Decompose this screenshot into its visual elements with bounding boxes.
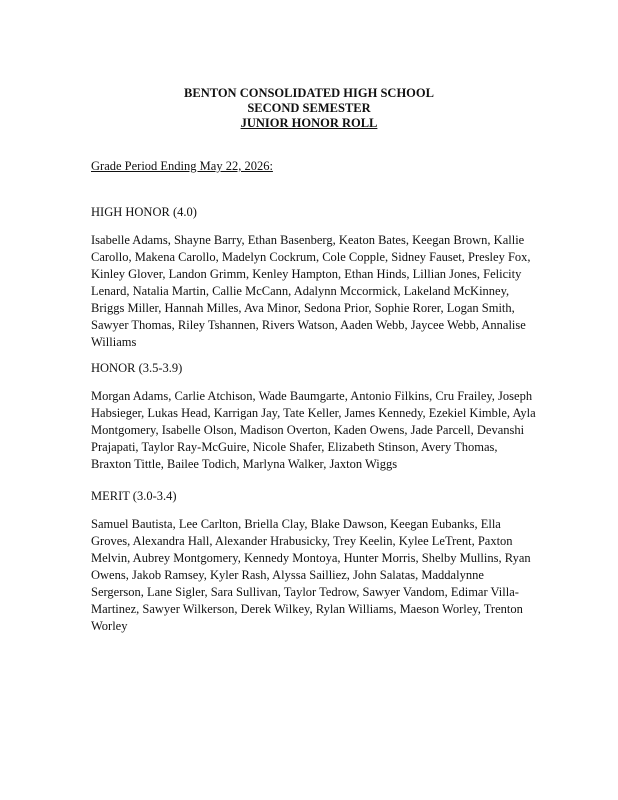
school-name: BENTON CONSOLIDATED HIGH SCHOOL xyxy=(184,86,434,100)
section-names-merit: Samuel Bautista, Lee Carlton, Briella Clay, Blake Dawson, Keegan Eubanks, Ella Groves, Alexandra Hall, Alexander Hrabusicky, Trey Keelin, Kylee LeTrent, Paxton Melvin, Aubrey Montgomery, Kennedy Montoya, Hunter Morris, Shelby Mullins, Ryan Owens, Jakob Ramsey, Kyler Rash, Alyssa Sailliez, John Salatas, Maddalynne Sergerson, Lane Sigler, Sara Sullivan, Taylor Tedrow, Sawyer Vandom, Edimar Villa-Martinez, Sawyer Wilkerson, Derek Wilkey, Rylan Williams, Maeson Worley, Trenton Worley xyxy=(91,517,531,633)
section-heading-high-honor: HIGH HONOR (4.0) xyxy=(91,205,197,219)
honor-roll-title: JUNIOR HONOR ROLL xyxy=(240,116,378,130)
section-names-honor: Morgan Adams, Carlie Atchison, Wade Baumgarte, Antonio Filkins, Cru Frailey, Joseph Habsieger, Lukas Head, Karrigan Jay, Tate Keller, James Kennedy, Ezekiel Kimble, Ayla Montgomery, Isabelle Olson, Madison Overton, Kaden Owens, Jade Parcell, Devanshi Prajapati, Taylor Ray-McGuire, Nicole Shafer, Elizabeth Stinson, Avery Thomas, Braxton Tittle, Bailee Todich, Marlyna Walker, Jaxton Wiggs xyxy=(91,389,536,471)
grade-period: Grade Period Ending May 22, 2026: xyxy=(91,159,273,173)
semester-title: SECOND SEMESTER xyxy=(247,101,371,115)
section-names-high-honor: Isabelle Adams, Shayne Barry, Ethan Basenberg, Keaton Bates, Keegan Brown, Kallie Carollo, Makena Carollo, Madelyn Cockrum, Cole Copple, Sidney Fauset, Presley Fox, Kinley Glover, Landon Grimm, Kenley Hampton, Ethan Hinds, Lillian Jones, Felicity Lenard, Natalia Martin, Callie McCann, Adalynn Mccormick, Lakeland McKinney, Briggs Miller, Hannah Milles, Ava Minor, Sedona Prior, Sophie Rorer, Logan Smith, Sawyer Thomas, Riley Tshannen, Rivers Watson, Aaden Webb, Jaycee Webb, Annalise Williams xyxy=(91,233,531,349)
section-heading-honor: HONOR (3.5-3.9) xyxy=(91,361,183,375)
document-header xyxy=(0,86,618,131)
section-heading-merit: MERIT (3.0-3.4) xyxy=(91,489,177,503)
